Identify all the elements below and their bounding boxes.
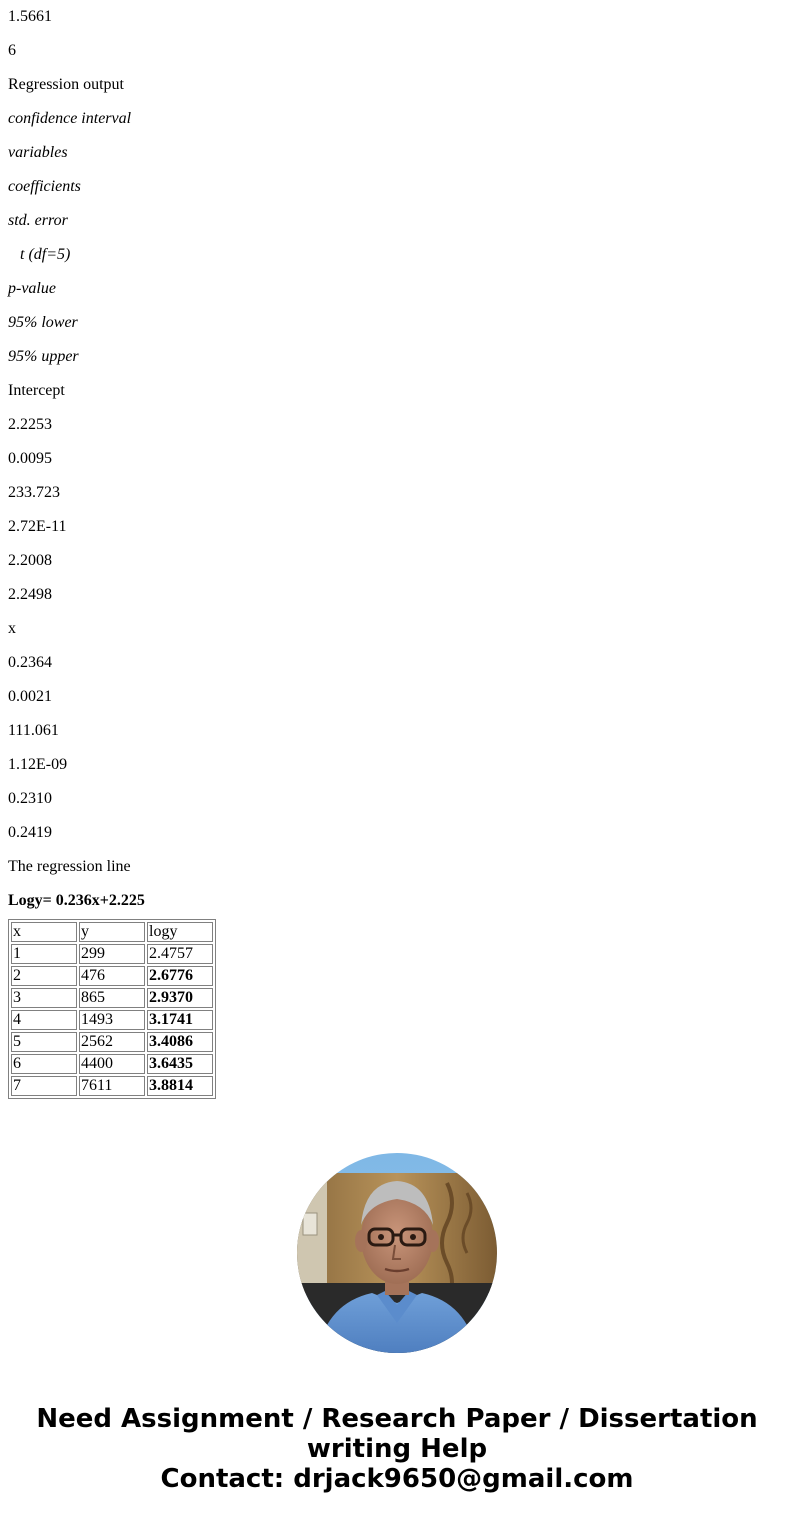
- table-cell-logy: 3.6435: [147, 1054, 213, 1074]
- text-line: 95% upper: [8, 348, 79, 365]
- text-line: Logy= 0.236x+2.225: [8, 892, 145, 909]
- text-line: 95% lower: [8, 314, 78, 331]
- footer-line-1: Need Assignment / Research Paper / Dissertation: [36, 1404, 758, 1434]
- table-row: [11, 944, 213, 964]
- table-cell-x: 7: [11, 1076, 77, 1096]
- contact-footer: [0, 1404, 794, 1494]
- table-cell-logy: 2.4757: [147, 944, 213, 964]
- table-cell-x: 2: [11, 966, 77, 986]
- text-line: The regression line: [8, 858, 131, 875]
- text-line: coefficients: [8, 178, 81, 195]
- table-cell-x: 5: [11, 1032, 77, 1052]
- table-cell-y: 7611: [79, 1076, 145, 1096]
- text-line: x: [8, 620, 16, 637]
- text-line: 2.72E-11: [8, 518, 67, 535]
- text-line: 111.061: [8, 722, 59, 739]
- text-line: confidence interval: [8, 110, 132, 127]
- table-row: [11, 1076, 213, 1096]
- table-cell-x: 4: [11, 1010, 77, 1030]
- text-line: 2.2008: [8, 552, 52, 569]
- footer-contact-email: Contact: drjack9650@gmail.com: [160, 1464, 634, 1494]
- table-cell-y: 4400: [79, 1054, 145, 1074]
- text-line: t (df=5): [8, 246, 71, 263]
- text-line: 0.2364: [8, 654, 52, 671]
- text-line: 0.0095: [8, 450, 52, 467]
- text-line: 6: [8, 42, 16, 59]
- table-cell-logy: 2.6776: [147, 966, 213, 986]
- text-line: 0.2310: [8, 790, 52, 807]
- header-cell-logy: logy: [147, 922, 213, 942]
- text-line: 233.723: [8, 484, 60, 501]
- table-row: [11, 988, 213, 1008]
- table-row: [11, 1032, 213, 1052]
- table-cell-x: 1: [11, 944, 77, 964]
- footer-line-2: writing Help: [306, 1434, 488, 1464]
- table-cell-logy: 3.1741: [147, 1010, 213, 1030]
- table-cell-y: 299: [79, 944, 145, 964]
- text-line: 0.0021: [8, 688, 52, 705]
- text-line: Intercept: [8, 382, 65, 399]
- avatar: [297, 1153, 497, 1353]
- text-line: 2.2498: [8, 586, 52, 603]
- table-cell-logy: 3.4086: [147, 1032, 213, 1052]
- table-row: [11, 1010, 213, 1030]
- person-photo-icon: [297, 1153, 497, 1353]
- header-cell-x: x: [11, 922, 77, 942]
- data-table: [8, 919, 216, 1099]
- table-cell-y: 1493: [79, 1010, 145, 1030]
- text-line: p-value: [8, 280, 56, 297]
- regression-text-block: [8, 8, 786, 910]
- table-cell-y: 476: [79, 966, 145, 986]
- text-line: 2.2253: [8, 416, 52, 433]
- header-cell-y: y: [79, 922, 145, 942]
- table-cell-x: 6: [11, 1054, 77, 1074]
- text-line: std. error: [8, 212, 68, 229]
- text-line: 0.2419: [8, 824, 52, 841]
- text-line: variables: [8, 144, 68, 161]
- table-cell-x: 3: [11, 988, 77, 1008]
- table-cell-y: 865: [79, 988, 145, 1008]
- table-header-row: [11, 922, 213, 942]
- text-line: 1.5661: [8, 8, 52, 25]
- table-cell-y: 2562: [79, 1032, 145, 1052]
- table-row: [11, 966, 213, 986]
- text-line: Regression output: [8, 76, 124, 93]
- table-cell-logy: 3.8814: [147, 1076, 213, 1096]
- text-line: 1.12E-09: [8, 756, 68, 773]
- table-cell-logy: 2.9370: [147, 988, 213, 1008]
- table-row: [11, 1054, 213, 1074]
